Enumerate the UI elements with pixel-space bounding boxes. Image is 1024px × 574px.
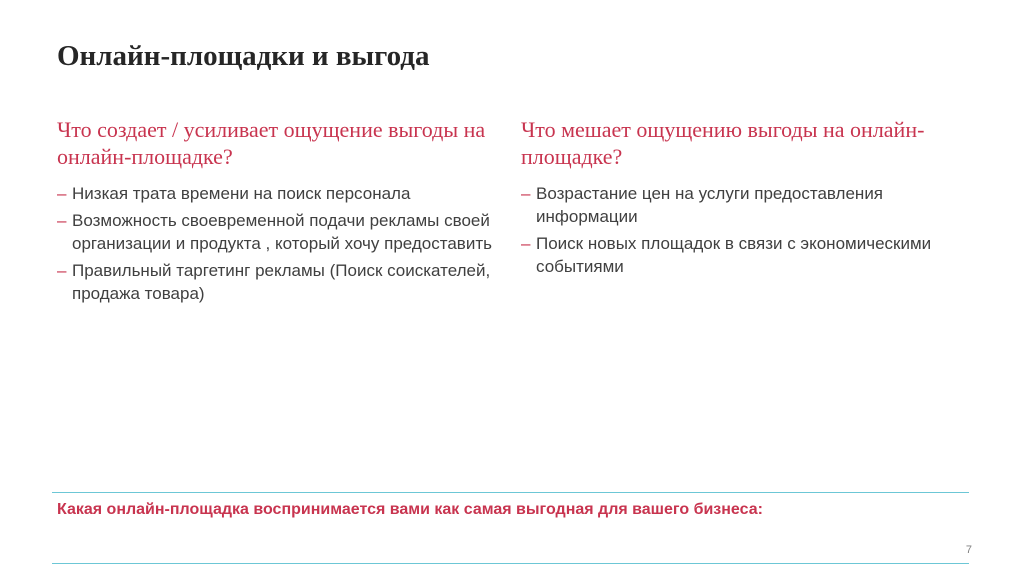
right-bullet-item bbox=[521, 232, 971, 278]
bottom-divider-line bbox=[52, 563, 969, 564]
question-text: Какая онлайн-площадка воспринимается вами как самая выгодная для вашего бизнеса: bbox=[57, 501, 763, 518]
page-number: 7 bbox=[965, 544, 972, 556]
left-bullet-text: Правильный таргетинг рекламы (Поиск соискателей, продажа товара) bbox=[72, 261, 491, 303]
dash-bullet-icon: – bbox=[521, 184, 531, 203]
slide-title: Онлайн-площадки и выгода bbox=[57, 40, 430, 72]
left-bullet-text: Низкая трата времени на поиск персонала bbox=[72, 184, 411, 203]
dash-bullet-icon: – bbox=[57, 261, 67, 280]
left-bullet-text: Возможность своевременной подачи рекламы своей организации и продукта , который хочу предоставить bbox=[72, 211, 492, 253]
top-divider-line bbox=[52, 492, 969, 493]
dash-bullet-icon: – bbox=[57, 184, 67, 203]
left-column bbox=[57, 116, 507, 309]
right-bullet-text: Поиск новых площадок в связи с экономическими событиями bbox=[536, 234, 932, 276]
dash-bullet-icon: – bbox=[57, 211, 67, 230]
right-bullet-text: Возрастание цен на услуги предоставления информации bbox=[536, 184, 884, 226]
right-bullet-item bbox=[521, 182, 971, 228]
left-bullet-item bbox=[57, 182, 507, 205]
right-bullet-list bbox=[521, 182, 971, 278]
left-column-heading: Что создает / усиливает ощущение выгоды на онлайн-площадке? bbox=[57, 117, 486, 169]
left-bullet-list bbox=[57, 182, 507, 305]
dash-bullet-icon: – bbox=[521, 234, 531, 253]
left-bullet-item bbox=[57, 209, 507, 255]
right-column bbox=[521, 116, 971, 282]
right-column-heading: Что мешает ощущению выгоды на онлайн-площадке? bbox=[521, 117, 925, 169]
left-bullet-item bbox=[57, 259, 507, 305]
